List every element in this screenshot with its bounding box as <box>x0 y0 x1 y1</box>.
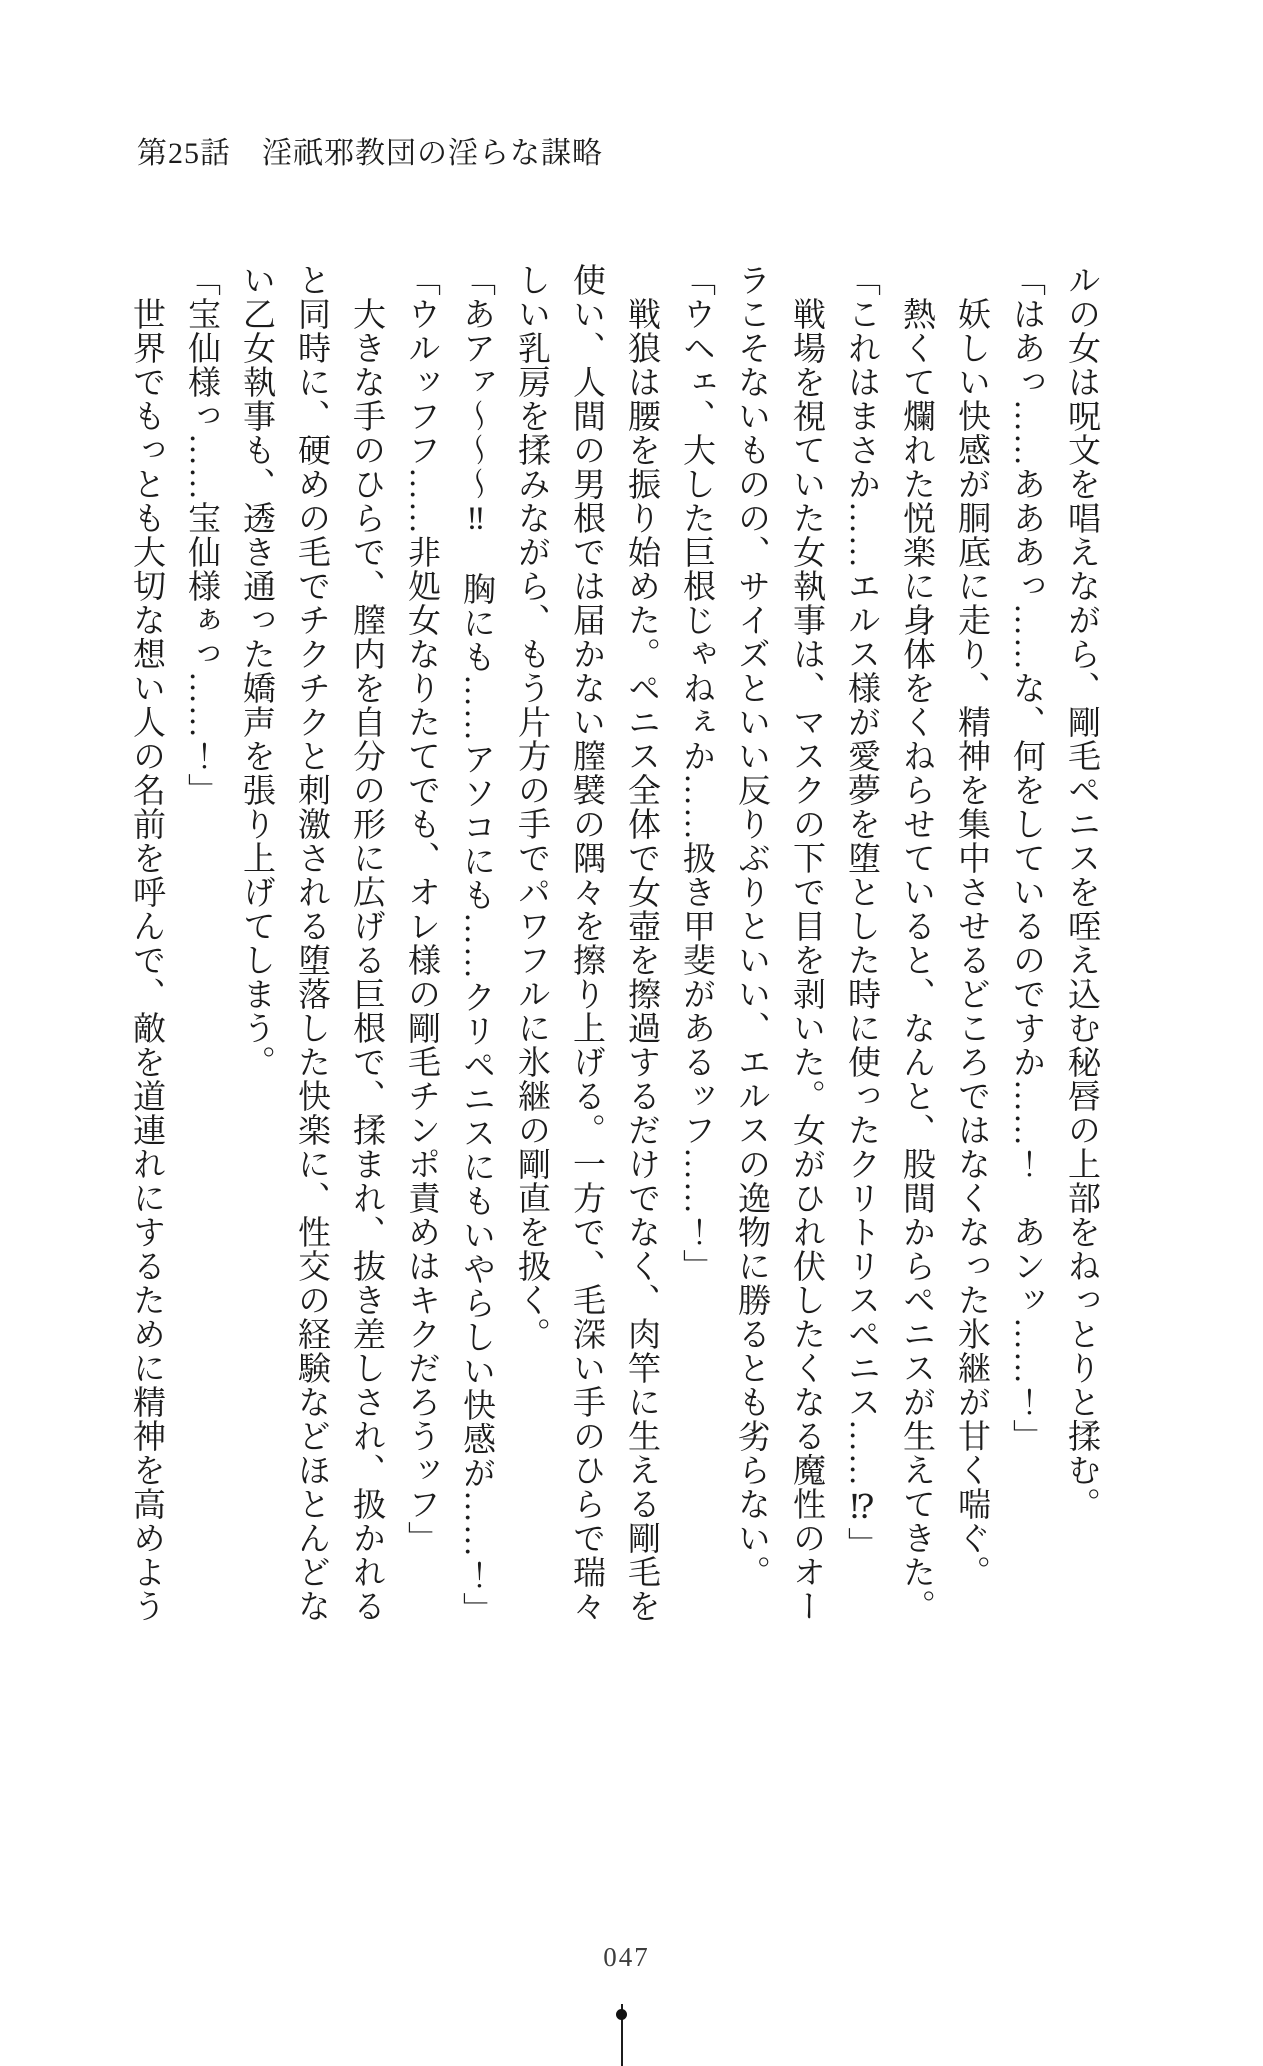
text-line: 世界でもっとも大切な想い人の名前を呼んで、敵を道連れにするために精神を高めよう <box>128 297 164 1623</box>
text-line: い乙女執事も、透き通った嬌声を張り上げてしまう。 <box>238 263 274 1079</box>
page-number: 047 <box>603 1942 650 1972</box>
text-line: 熱くて爛れた悦楽に身体をくねらせていると、なんと、股間からペニスが生えてきた。 <box>898 297 934 1623</box>
text-line: 「これはまさか……エルス様が愛夢を堕とした時に使ったクリトリスペニス……⁉」 <box>843 263 879 1561</box>
text-line: 「ウヘェ、大した巨根じゃねぇか……扱き甲斐があるッフ……！」 <box>678 263 714 1283</box>
text-line: ラこそないものの、サイズといい反りぶりといい、エルスの逸物に勝るとも劣らない。 <box>733 263 769 1589</box>
text-line: と同時に、硬めの毛でチクチクと刺激される堕落した快楽に、性交の経験などほとんどな <box>293 263 329 1623</box>
text-line: 「あアァ～～～‼ 胸にも……アソコにも……クリペニスにもいやらしい快感が……！」 <box>458 263 494 1626</box>
footer-dot-ornament <box>616 2009 627 2020</box>
body-text <box>118 263 1108 1683</box>
text-line: ルの女は呪文を唱えながら、剛毛ペニスを咥え込む秘唇の上部をねっとりと揉む。 <box>1063 263 1099 1521</box>
text-line: 戦場を視ていた女執事は、マスクの下で目を剥いた。女がひれ伏したくなる魔性のオー <box>788 297 824 1623</box>
text-line: 大きな手のひらで、膣内を自分の形に広げる巨根で、揉まれ、抜き差しされ、扱かれる <box>348 297 384 1623</box>
text-line: 妖しい快感が胴底に走り、精神を集中させるどころではなくなった氷継が甘く喘ぐ。 <box>953 297 989 1589</box>
text-line: 「宝仙様っ……宝仙様ぁっ……！」 <box>183 263 219 807</box>
text-line: 使い、人間の男根では届かない膣襞の隅々を擦り上げる。一方で、毛深い手のひらで瑞々 <box>568 263 604 1623</box>
text-line: 「ウルッフフ……非処女なりたてでも、オレ様の剛毛チンポ責めはキクだろうッフ」 <box>403 263 439 1555</box>
chapter-title: 第25話 淫祇邪教団の淫らな謀略 <box>137 137 603 170</box>
text-line: しい乳房を揉みながら、もう片方の手でパワフルに氷継の剛直を扱く。 <box>513 263 549 1351</box>
text-line: 「はあっ……あああっ……な、何をしているのですか……！ あンッ……！」 <box>1008 263 1044 1453</box>
text-line: 戦狼は腰を振り始めた。ペニス全体で女壺を擦過するだけでなく、肉竿に生える剛毛を <box>623 297 659 1623</box>
